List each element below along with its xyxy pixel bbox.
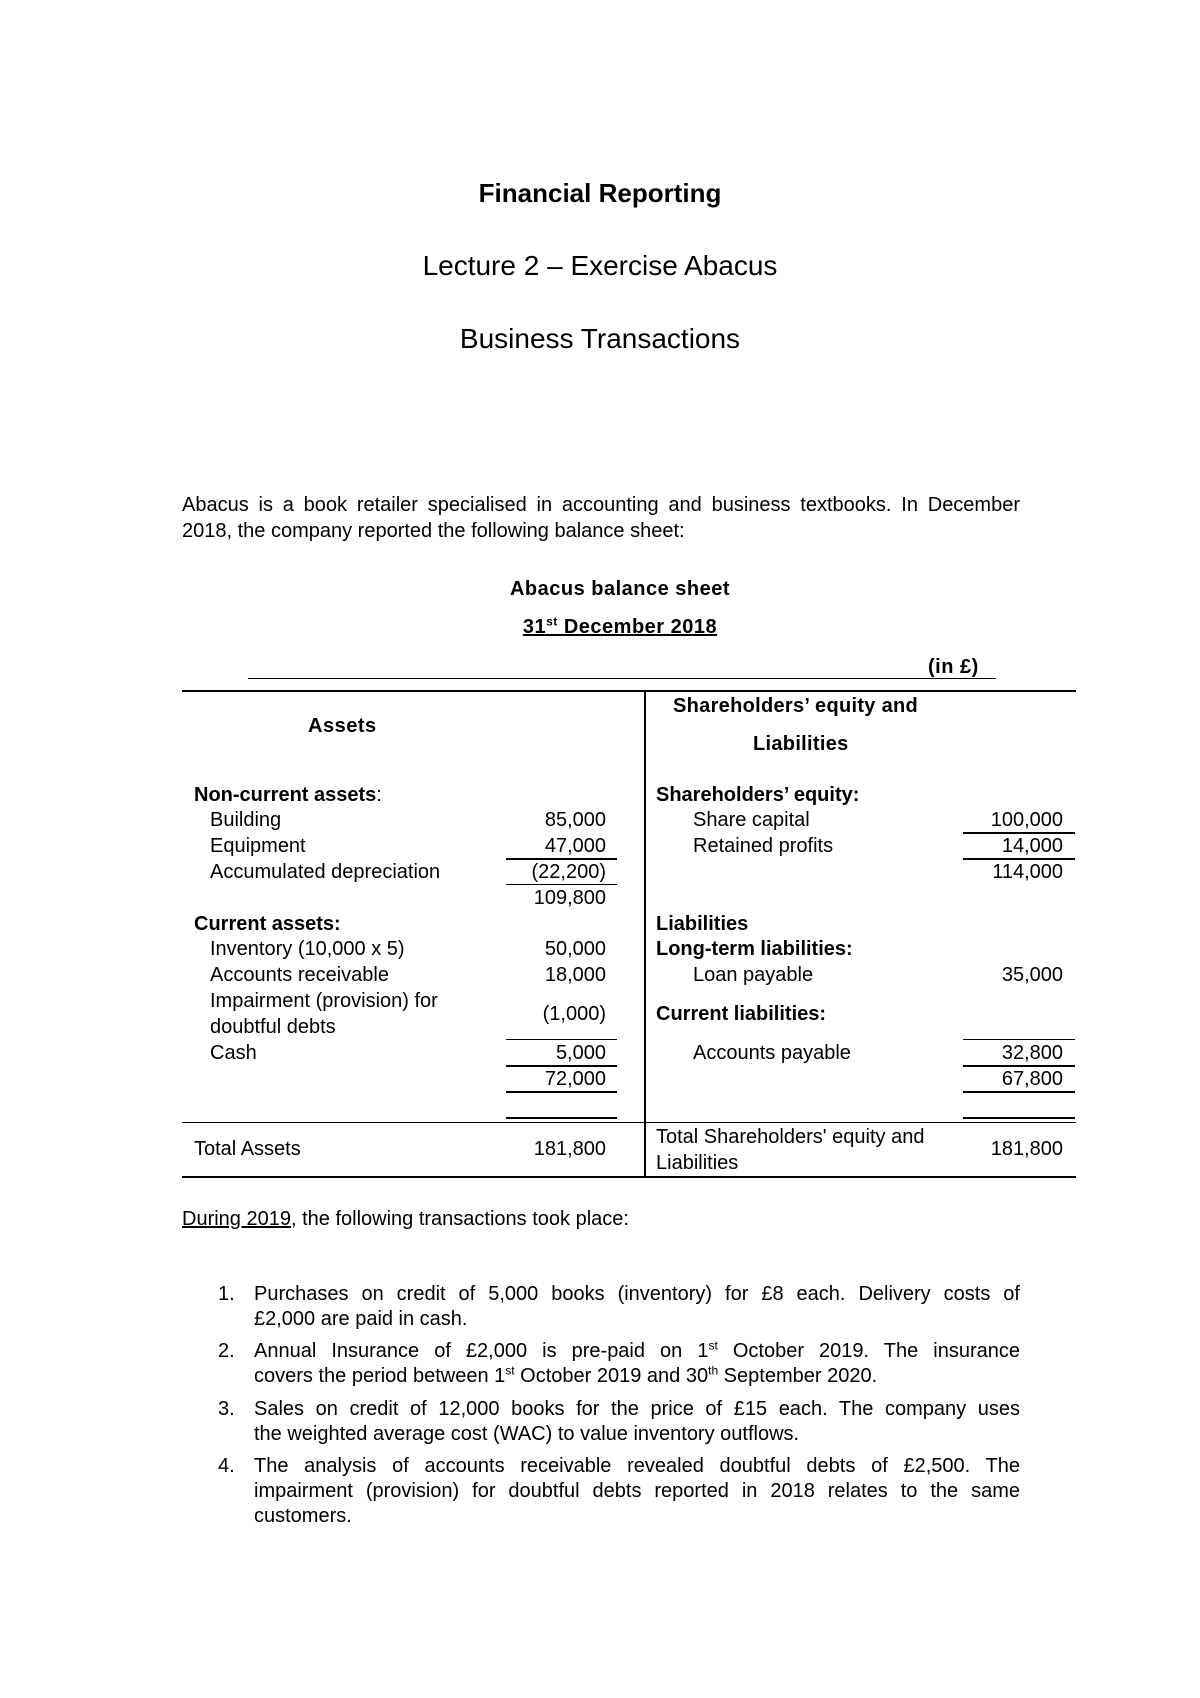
acc-dep-label: Accumulated depreciation	[210, 861, 441, 883]
transaction-2-number: 2.	[218, 1340, 235, 1362]
equity-heading: Shareholders’ equity:	[656, 784, 860, 806]
impairment-value: (1,000)	[542, 1003, 606, 1025]
transactions-intro	[182, 1206, 629, 1232]
transaction-4-line2: impairment (provision) for doubtful debts reported in 2018 relates to the same	[254, 1480, 1020, 1502]
current-liabilities-heading: Current liabilities:	[656, 1003, 827, 1025]
impairment-label-line2: doubtful debts	[210, 1016, 336, 1038]
transaction-1-number: 1.	[218, 1283, 235, 1305]
t2-l1-b: October 2019. The insurance	[717, 1340, 1020, 1362]
currency-note: (in £)	[928, 656, 979, 678]
equipment-label: Equipment	[210, 835, 306, 857]
lecture-subtitle: Lecture 2 – Exercise Abacus	[422, 250, 778, 281]
current-subtotal: 72,000	[544, 1068, 606, 1090]
total-assets-value: 181,800	[533, 1138, 606, 1160]
intro-paragraph: Abacus is a book retailer specialised in accounting and business textbooks. In December 2018, the company reported the following balance sheet:	[182, 494, 1020, 542]
balance-sheet-date	[0, 616, 1200, 639]
acc-dep-value: (22,200)	[531, 861, 606, 883]
long-term-heading: Long-term liabilities:	[656, 938, 853, 960]
loan-value: 35,000	[1001, 964, 1063, 986]
currency-rule	[248, 678, 996, 679]
receivable-label: Accounts receivable	[210, 964, 389, 986]
equipment-value: 47,000	[544, 835, 606, 857]
inventory-label: Inventory (10,000 x 5)	[210, 938, 405, 960]
transactions-year: During 2019	[182, 1208, 291, 1230]
liabilities-heading: Liabilities	[656, 913, 749, 935]
table-divider	[644, 690, 646, 1178]
equity-header-line1: Shareholders’ equity and	[673, 695, 919, 717]
transaction-2-line1	[254, 1339, 1020, 1364]
current-subtotal-underline	[506, 1091, 617, 1093]
loan-label: Loan payable	[693, 964, 814, 986]
non-current-subtotal: 109,800	[533, 887, 606, 909]
balance-sheet-title: Abacus balance sheet	[509, 578, 731, 600]
inventory-value: 50,000	[544, 938, 606, 960]
t2-l1-a: Annual Insurance of £2,000 is pre-paid on 1	[254, 1340, 709, 1362]
equity-header-line2: Liabilities	[753, 733, 849, 755]
transaction-2-line2	[254, 1364, 877, 1389]
total-equity-label-line1: Total Shareholders' equity and	[656, 1126, 925, 1148]
liabilities-subtotal: 67,800	[1001, 1068, 1063, 1090]
payable-label: Accounts payable	[693, 1042, 851, 1064]
date-suffix: st	[546, 614, 558, 629]
table-top-rule	[182, 690, 1076, 692]
building-label: Building	[210, 809, 282, 831]
equity-subtotal: 114,000	[992, 861, 1063, 883]
payable-value: 32,800	[1001, 1042, 1063, 1064]
assets-header: Assets	[308, 715, 377, 737]
share-capital-value: 100,000	[990, 809, 1063, 831]
current-assets-heading: Current assets:	[194, 913, 341, 935]
t2-l2-c: September 2020.	[718, 1365, 878, 1387]
t2-l2-sup1: st	[505, 1363, 515, 1378]
right-total-double-rule	[963, 1117, 1075, 1119]
liabilities-subtotal-underline	[963, 1091, 1075, 1093]
building-value: 85,000	[544, 809, 606, 831]
non-current-label: Non-current assets	[194, 784, 377, 806]
transaction-4-line3: customers.	[254, 1505, 352, 1527]
transaction-4-number: 4.	[218, 1455, 235, 1477]
total-equity-label-line2: Liabilities	[656, 1152, 739, 1174]
left-total-double-rule	[506, 1117, 617, 1119]
impairment-label-line1: Impairment (provision) for	[210, 990, 438, 1012]
share-capital-label: Share capital	[693, 809, 810, 831]
transactions-intro-rest: , the following transactions took place:	[290, 1208, 629, 1230]
t2-l2-sup2: th	[708, 1363, 719, 1378]
total-assets-label: Total Assets	[194, 1138, 301, 1160]
t2-l2-b: October 2019 and 30	[514, 1365, 709, 1387]
t2-l1-sup: st	[708, 1338, 718, 1353]
transaction-4-line1: The analysis of accounts receivable revealed doubtful debts of £2,500. The	[254, 1455, 1020, 1477]
non-current-colon: :	[376, 784, 382, 806]
cash-value: 5,000	[555, 1042, 606, 1064]
transaction-3-line2: the weighted average cost (WAC) to value inventory outflows.	[254, 1423, 800, 1445]
date-month-year: December 2018	[557, 616, 718, 638]
retained-value: 14,000	[1001, 835, 1063, 857]
t2-l2-a: covers the period between 1	[254, 1365, 506, 1387]
section-title: Business Transactions	[459, 323, 741, 354]
total-equity-value: 181,800	[990, 1138, 1063, 1160]
transaction-3-number: 3.	[218, 1398, 235, 1420]
transaction-1-line1: Purchases on credit of 5,000 books (inventory) for £8 each. Delivery costs of	[254, 1283, 1020, 1305]
document-title: Financial Reporting	[478, 178, 722, 208]
retained-label: Retained profits	[693, 835, 834, 857]
table-bottom-rule	[182, 1176, 1076, 1178]
transaction-3-line1: Sales on credit of 12,000 books for the price of £15 each. The company uses	[254, 1398, 1020, 1420]
cash-label: Cash	[210, 1042, 257, 1064]
receivable-value: 18,000	[544, 964, 606, 986]
date-day: 31	[522, 616, 547, 638]
non-current-assets-heading	[194, 782, 382, 808]
totals-top-rule	[182, 1122, 1076, 1123]
transaction-1-line2: £2,000 are paid in cash.	[254, 1308, 468, 1330]
